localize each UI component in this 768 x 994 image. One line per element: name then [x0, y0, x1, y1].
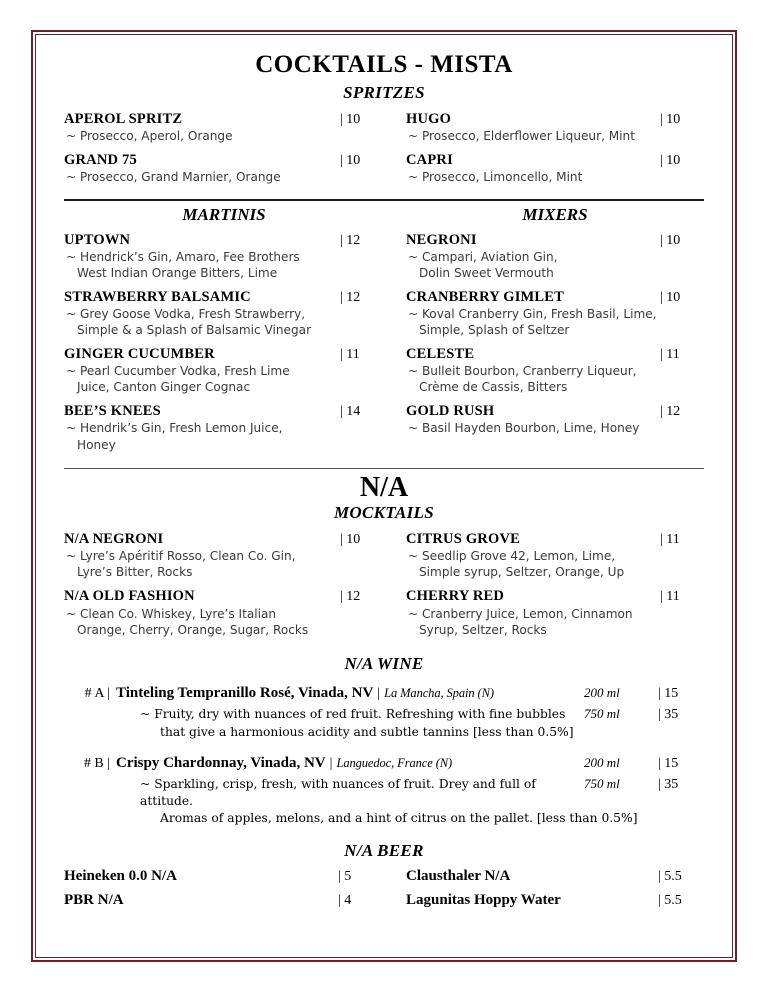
menu-item-description — [406, 249, 704, 281]
menu-item-description-line1: ~ Hendrik’s Gin, Fresh Lemon Juice, — [66, 421, 283, 436]
section-heading-na-beer: N/A BEER — [344, 840, 424, 860]
wine-item-price: | 15 — [658, 685, 679, 701]
menu-item-description-line1: ~ Seedlip Grove 42, Lemon, Lime, — [408, 549, 616, 564]
menu-item — [406, 530, 704, 580]
menu-item-description-line2: Orange, Cherry, Orange, Sugar, Rocks — [77, 622, 309, 637]
menu-item-description: ~ Prosecco, Grand Marnier, Orange — [66, 170, 281, 185]
menu-item — [64, 402, 384, 452]
menu-item-head — [406, 151, 704, 169]
menu-item — [64, 151, 384, 185]
wine-item-tag: # B | — [83, 756, 110, 772]
wine-item-volume: 200 ml — [584, 755, 620, 771]
menu-item-head — [64, 345, 384, 363]
menu-item — [406, 231, 704, 281]
menu-item-head — [64, 110, 384, 128]
menu-item-name: GOLD RUSH — [406, 403, 495, 420]
menu-item-name: N/A NEGRONI — [64, 531, 164, 548]
wine-item-head — [64, 681, 704, 705]
menu-content — [52, 44, 716, 948]
menu-item-description-line1: ~ Clean Co. Whiskey, Lyre’s Italian — [66, 606, 277, 621]
menu-item-description-line2: Syrup, Seltzer, Rocks — [419, 622, 547, 637]
menu-item-name: NEGRONI — [406, 231, 477, 248]
menu-item-name: CAPRI — [406, 152, 453, 169]
menu-item-description-line1: ~ Grey Goose Vodka, Fresh Strawberry, — [66, 306, 306, 321]
menu-item-name: APEROL SPRITZ — [64, 111, 183, 128]
menu-item — [64, 288, 384, 338]
menu-item-description — [64, 363, 366, 395]
menu-item-description: ~ Prosecco, Aperol, Orange — [66, 129, 233, 144]
menu-item-description — [64, 548, 366, 580]
menu-item-head — [64, 288, 384, 306]
menu-item-head — [406, 587, 704, 605]
menu-item — [64, 231, 384, 281]
menu-item-head — [64, 151, 384, 169]
beer-item — [406, 892, 704, 909]
menu-item-description-line1: ~ Pearl Cucumber Vodka, Fresh Lime — [66, 364, 290, 379]
beer-item — [64, 868, 384, 885]
wine-item-name: Crispy Chardonnay, Vinada, NV — [116, 755, 326, 772]
menu-item-description-line1: ~ Cranberry Juice, Lemon, Cinnamon — [408, 606, 633, 621]
spritzes-right-column — [384, 110, 704, 192]
wine-item-origin: La Mancha, Spain (N) — [384, 685, 494, 700]
menu-item — [406, 151, 704, 185]
menu-item-name: UPTOWN — [64, 231, 131, 248]
wine-item-description-line2: Aromas of apples, melons, and a hint of citrus on the pallet. [less than 0.5%] — [160, 811, 638, 826]
beer-item-price: | 5.5 — [658, 892, 682, 908]
beer-item-name: Lagunitas Hoppy Water — [406, 891, 561, 908]
wine-item-volume: 750 ml — [584, 776, 620, 792]
menu-item-head — [406, 345, 704, 363]
menu-item-description: ~ Prosecco, Limoncello, Mint — [408, 170, 583, 185]
menu-item-price: | 12 — [340, 289, 361, 305]
menu-item-price: | 10 — [660, 232, 681, 248]
menu-item-description-line2: Juice, Canton Ginger Cognac — [77, 380, 251, 395]
mocktails-columns — [64, 530, 704, 645]
wine-item-description-line2: that give a harmonious acidity and subtle tannins [less than 0.5%] — [160, 725, 574, 740]
menu-item-name: HUGO — [406, 111, 452, 128]
wine-item — [64, 751, 704, 827]
menu-item-price: | 12 — [340, 589, 361, 605]
menu-item-price: | 11 — [660, 589, 680, 605]
menu-item-name: STRAWBERRY BALSAMIC — [64, 288, 251, 305]
beer-right-column — [384, 868, 704, 916]
wine-item-price: | 35 — [658, 777, 679, 793]
beer-item-name: Heineken 0.0 N/A — [64, 867, 177, 884]
menu-item-description-line2: Simple, Splash of Seltzer — [419, 322, 570, 337]
menu-item — [406, 402, 704, 436]
menu-item-price: | 11 — [660, 347, 680, 363]
section-heading-mocktails: MOCKTAILS — [333, 503, 434, 523]
wine-item-price: | 35 — [658, 706, 679, 722]
menu-item-price: | 11 — [340, 347, 360, 363]
beer-item-price: | 5.5 — [658, 868, 682, 884]
menu-item — [406, 587, 704, 637]
wine-item — [64, 681, 704, 742]
menu-item-name: CELESTE — [406, 346, 475, 363]
menu-item-head — [406, 402, 704, 420]
menu-item-price: | 10 — [660, 112, 681, 128]
martinis-mixers-columns — [64, 201, 704, 460]
menu-item-description-line2: Dolin Sweet Vermouth — [419, 265, 554, 280]
menu-item-description: ~ Prosecco, Elderflower Liqueur, Mint — [408, 129, 635, 144]
section-heading-mixers: MIXERS — [522, 204, 588, 224]
beer-columns — [64, 868, 704, 916]
menu-item-price: | 10 — [660, 289, 681, 305]
beer-item-name: Clausthaler N/A — [406, 867, 511, 884]
menu-item-description-line1: ~ Hendrick’s Gin, Amaro, Fee Brothers — [66, 249, 300, 264]
menu-item-name: CITRUS GROVE — [406, 531, 520, 548]
beer-item — [406, 868, 704, 885]
wine-item-separator: | — [377, 685, 381, 701]
menu-item-description — [406, 306, 704, 338]
section-divider — [64, 468, 704, 469]
menu-item-description-line1: ~ Bulleit Bourbon, Cranberry Liqueur, — [408, 364, 637, 379]
menu-item-name: CHERRY RED — [406, 588, 505, 605]
menu-item-head — [64, 530, 384, 548]
menu-item-price: | 14 — [340, 404, 361, 420]
menu-item-price: | 12 — [340, 232, 361, 248]
menu-item-description-line2: West Indian Orange Bitters, Lime — [77, 265, 278, 280]
menu-item — [64, 345, 384, 395]
menu-item-description — [406, 548, 704, 580]
menu-item-head — [406, 530, 704, 548]
menu-item-description-line1: ~ Campari, Aviation Gin, — [408, 249, 558, 264]
wine-item-price: | 15 — [658, 756, 679, 772]
menu-item-description — [64, 306, 366, 338]
menu-item-price: | 11 — [660, 532, 680, 548]
menu-item-description-line1: ~ Lyre’s Apéritif Rosso, Clean Co. Gin, — [66, 549, 296, 564]
wine-item-volume: 750 ml — [584, 705, 620, 721]
mocktails-right-column — [384, 530, 704, 645]
section-heading-spritzes: SPRITZES — [343, 83, 425, 102]
menu-item-description-line1: ~ Koval Cranberry Gin, Fresh Basil, Lime, — [408, 306, 657, 321]
beer-item-price: | 4 — [338, 892, 352, 908]
menu-item-price: | 10 — [660, 153, 681, 169]
menu-item-description — [64, 606, 366, 638]
wine-item-origin: Languedoc, France (N) — [336, 756, 453, 771]
menu-item — [406, 288, 704, 338]
menu-item-name: GRAND 75 — [64, 152, 137, 169]
beer-item — [64, 892, 384, 909]
menu-item-description — [64, 249, 366, 281]
menu-item-price: | 10 — [340, 112, 361, 128]
menu-item-price: | 12 — [660, 404, 681, 420]
wine-item-description: ~ Fruity, dry with nuances of red fruit. Refreshing with fine bubbles — [140, 706, 566, 721]
wine-item-desc-row — [64, 775, 704, 810]
section-heading-na: N/A — [359, 471, 409, 503]
wine-item-title — [116, 751, 584, 775]
section-heading-na-wine: N/A WINE — [344, 653, 424, 673]
menu-item-description-line2: Crème de Cassis, Bitters — [419, 380, 568, 395]
menu-item — [406, 110, 704, 144]
wine-item-name: Tinteling Tempranillo Rosé, Vinada, NV — [116, 684, 374, 701]
menu-item-description-line2: Lyre’s Bitter, Rocks — [77, 565, 193, 580]
wine-item-title — [116, 681, 584, 705]
menu-item-description: ~ Basil Hayden Bourbon, Lime, Honey — [408, 421, 640, 436]
menu-item-description — [406, 606, 704, 638]
menu-item — [64, 587, 384, 637]
mocktails-left-column — [64, 530, 384, 645]
menu-item-price: | 10 — [340, 153, 361, 169]
menu-item — [64, 530, 384, 580]
beer-item-price: | 5 — [338, 868, 352, 884]
spritzes-left-column — [64, 110, 384, 192]
beer-item-name: PBR N/A — [64, 891, 124, 908]
wine-item-head — [64, 751, 704, 775]
wine-item-volume: 200 ml — [584, 684, 620, 700]
menu-item-head — [406, 231, 704, 249]
menu-item-description-line2: Simple syrup, Seltzer, Orange, Up — [419, 565, 625, 580]
wine-item-separator: | — [329, 756, 333, 772]
menu-item-description — [64, 420, 366, 452]
menu-item-description-line2: Simple & a Splash of Balsamic Vinegar — [77, 322, 312, 337]
menu-item-name: GINGER CUCUMBER — [64, 346, 215, 363]
menu-item-description-line2: Honey — [77, 437, 116, 452]
menu-item-name: BEE’S KNEES — [64, 403, 161, 420]
menu-item-name: N/A OLD FASHION — [64, 588, 195, 605]
menu-item-price: | 10 — [340, 532, 361, 548]
menu-item-head — [64, 587, 384, 605]
menu-item-head — [64, 402, 384, 420]
menu-item-name: CRANBERRY GIMLET — [406, 288, 565, 305]
menu-item — [406, 345, 704, 395]
martinis-column — [64, 201, 384, 460]
menu-item-head — [64, 231, 384, 249]
wine-item-tag: # A | — [84, 685, 110, 701]
menu-item-description — [406, 363, 704, 395]
menu-item-head — [406, 288, 704, 306]
wine-item-desc-row — [64, 705, 704, 725]
wine-item-description: ~ Sparkling, crisp, fresh, with nuances of fruit. Drey and full of attitude. — [140, 777, 536, 809]
page-title: COCKTAILS - MISTA — [255, 51, 513, 78]
spritzes-columns — [64, 110, 704, 192]
beer-left-column — [64, 868, 384, 916]
mixers-column — [384, 201, 704, 460]
section-heading-martinis: MARTINIS — [182, 204, 266, 224]
menu-item — [64, 110, 384, 144]
menu-item-head — [406, 110, 704, 128]
